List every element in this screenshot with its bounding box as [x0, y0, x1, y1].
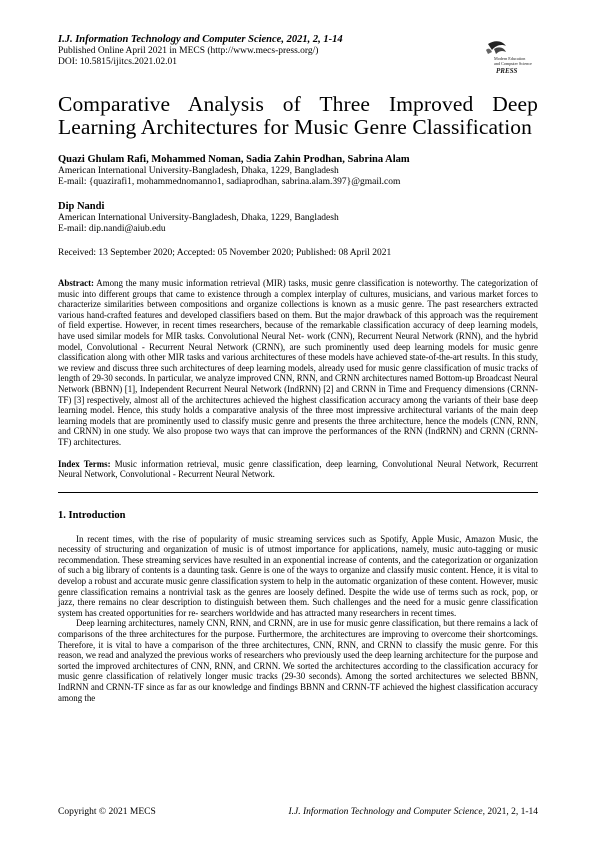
email-1: E-mail: {quazirafi1, mohammednomanno1, sadiaprodhan, sabrina.alam.397}@gmail.com [58, 177, 401, 187]
journal-header [58, 34, 538, 80]
doi-line: DOI: 10.5815/ijitcs.2021.02.01 [58, 57, 178, 67]
abstract [58, 278, 538, 448]
logo-text-3: PRESS [496, 67, 518, 75]
footer-issue: 2021, 2, 1-14 [484, 807, 538, 817]
publication-dates: Received: 13 September 2020; Accepted: 05 November 2020; Published: 08 April 2021 [58, 248, 392, 258]
journal-issue: 2021, 2, 1-14 [283, 34, 343, 45]
published-line: Published Online April 2021 in MECS (http://www.mecs-press.org/) [58, 46, 319, 56]
journal-name: I.J. Information Technology and Computer Science, [58, 34, 284, 45]
footer-copyright: Copyright © 2021 MECS [58, 807, 156, 817]
page-footer [58, 806, 538, 818]
index-terms-text: Music information retrieval, music genre classification, deep learning, Convolutional Neural Network, Recurrent Neural Network, Convolutional - Recurrent Neural Network. [58, 458, 539, 480]
mecs-press-logo [480, 40, 532, 80]
author-2: Dip Nandi [58, 201, 105, 212]
logo-text-1: Modern Education [494, 56, 526, 61]
abstract-label: Abstract: [58, 278, 94, 288]
index-terms [58, 459, 538, 480]
footer-journal: I.J. Information Technology and Computer Science, [288, 807, 485, 817]
section-heading-introduction: 1. Introduction [58, 509, 126, 521]
logo-text-2: and Computer Science [494, 61, 532, 66]
affiliation-2: American International University-Bangladesh, Dhaka, 1229, Bangladesh [58, 213, 339, 223]
journal-citation [58, 34, 538, 46]
intro-paragraph-2: Deep learning architectures, namely CNN, RNN, and CRNN, are in use for music genre classification, but there remains a lack of comparisons of the three architectures for the purpose. Furthermore, the architectures are improving to overcome their shortcomings. Therefore, it is vital to have a comparison of the three architectures, CNN, RNN, and CRNN to classify the music genre. For this reason, we read and analyzed the previous works of researchers who previously used the deep learning architecture for the purpose and sorted the improved architectures of CNN, RNN, and CRNN. We sorted the architectures according to the classification accuracy for music genre classification of relatively longer music tracks (29-30 seconds). Among the sorted architectures we selected BBNN, IndRNN and CRNN-TF since as far as our knowledge and findings BBNN and CRNN-TF achieved the highest classification accuracy among the [58, 618, 538, 703]
section-divider [58, 492, 538, 493]
footer-journal-citation [288, 806, 538, 818]
affiliation-1: American International University-Bangladesh, Dhaka, 1229, Bangladesh [58, 166, 339, 176]
index-terms-label: Index Terms: [58, 458, 111, 469]
author-list: Quazi Ghulam Rafi, Mohammed Noman, Sadia Zahin Prodhan, Sabrina Alam [58, 154, 410, 165]
email-2: E-mail: dip.nandi@aiub.edu [58, 224, 166, 234]
abstract-text: Among the many music information retrieval (MIR) tasks, music genre classification is noteworthy. The categorization of music into different groups that came to existence through a complex interplay of cultures, musicians, and various market forces to characterize similarities between compositions and organize collections is known as a music genre. The past researchers extracted various hand-crafted features and developed classifiers based on them. But the major drawback of this approach was the requirement of field expertise. However, in recent times researchers, because of the remarkable classification accuracy of deep learning models, have used similar models for MIR tasks. Convolutional Neural Net- work (CNN), Recurrent Neural Network (RNN), and the hybrid model, Convolutional - Recurrent Neural Network (CRNN), are such prominently used deep learning models for music genre classification along with other MIR tasks and various architectures of these models have achieved state-of-the-art results. In this study, we review and discuss three such architectures of deep learning models, already used for music genre classification of music tracks of length of 29-30 seconds. In particular, we analyze improved CNN, RNN, and CRNN architectures named Bottom-up Broadcast Neural Network (BBNN) [1], Independent Recurrent Neural Network (IndRNN) [2] and CRNN in Time and Frequency dimensions (CRNN- TF) [3] respectively, almost all of the architectures achieved the highest classification accuracy among the variants of their base deep learning model. Hence, this study holds a comparative analysis of the three most impressive architectural variants of the main deep learning models that are prominently used to classify music genre and presents the three architecture, hence the models (CNN, RNN, and CRNN) in one study. We also propose two ways that can improve the performances of the RNN (IndRNN) and CRNN (CRNN-TF) architectures. [58, 278, 538, 447]
intro-paragraph-1: In recent times, with the rise of popularity of music streaming services such as Spotify, Apple Music, Amazon Music, the necessity of structuring and organization of music is of utmost importance for applications, namely, music auto-tagging or music recommendation. These streaming services have resulted in an exponential increase of contents, and the categorization or organization of such a big library of contents is a daunting task. Genre is one of the ways to organize and classify music content. Hence, it is vital to develop a robust and accurate music genre classification system to help in the automatic organization of these content. However, music genre classification remains a nontrivial task as the genres are loosely defined. Despite the wide use of terms such as rock, pop, or jazz, there remains no clear description to distinguish between them. Such challenges and the need for a music genre classification system has created opportunities for re- searchers worldwide and has attracted many researchers in recent times. [58, 533, 538, 618]
paper-page [58, 34, 538, 703]
paper-title: Comparative Analysis of Three Improved Deep Learning Architectures for Music Genre Classification [58, 92, 538, 139]
